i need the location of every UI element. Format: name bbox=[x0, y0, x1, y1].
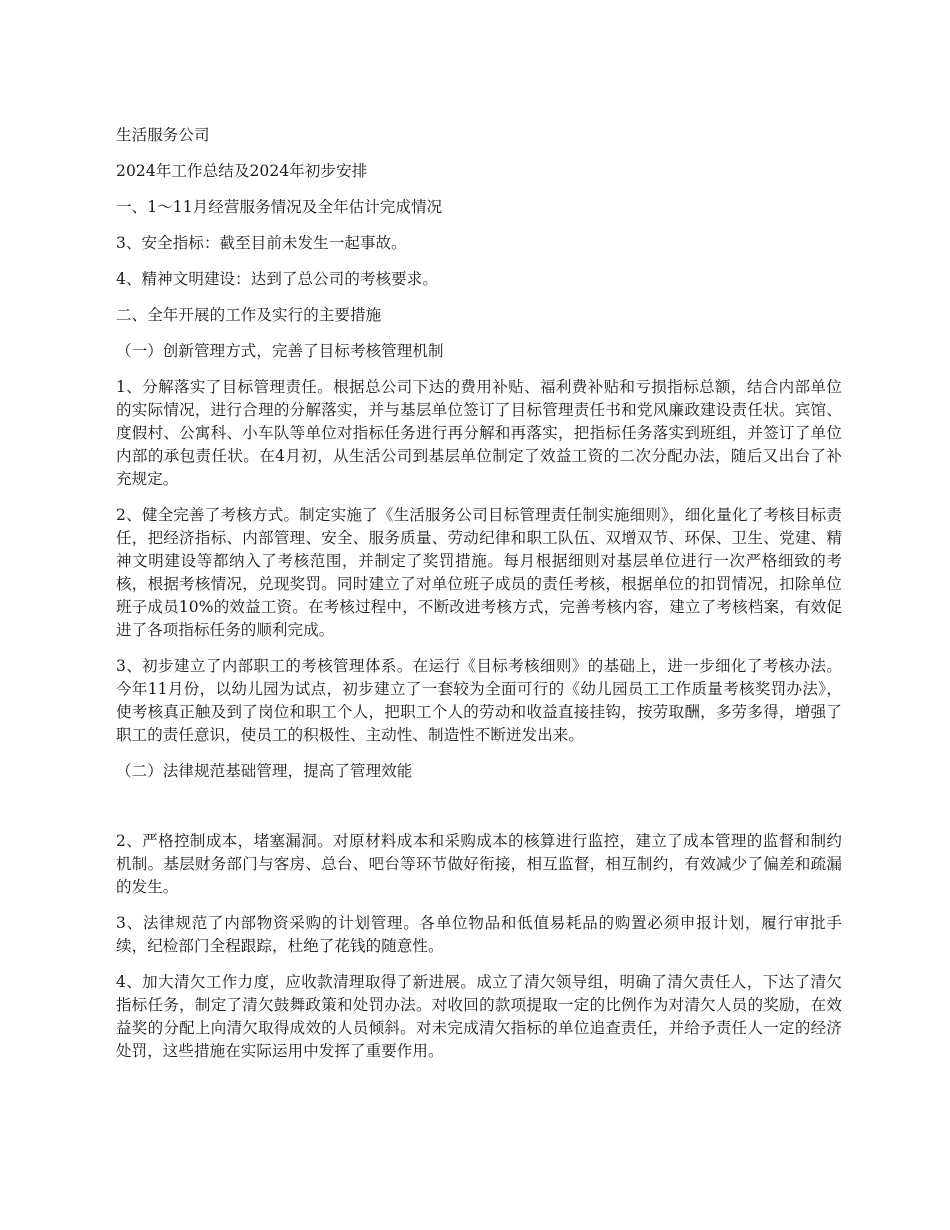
section-heading-1: 一、1～11月经营服务情况及全年估计完成情况 bbox=[116, 198, 443, 216]
paragraph-target-responsibility: 1、分解落实了目标管理责任。根据总公司下达的费用补贴、福利费补贴和亏损指标总额，结合内部单位的实际情况，进行合理的分解落实，并与基层单位签订了目标管理责任书和党风廉政建设责任状。宾馆、度假村、公寓科、小车队等单位对指标任务进行再分解和再落实，把指标任务落实到班组，并签订了单位内部的承包责任状。在4月初，从生活公司到基层单位制定了效益工资的二次分配办法，随后又出台了补充规定。 bbox=[116, 378, 842, 488]
paragraph-procurement: 3、法律规范了内部物资采购的计划管理。各单位物品和低值易耗品的购置必须申报计划，履行审批手续，纪检部门全程跟踪，杜绝了花钱的随意性。 bbox=[116, 914, 842, 955]
company-name: 生活服务公司 bbox=[116, 126, 210, 144]
safety-indicator: 3、安全指标：截至目前未发生一起事故。 bbox=[116, 234, 407, 252]
document-body bbox=[116, 124, 842, 1076]
subsection-heading-1: （一）创新管理方式，完善了目标考核管理机制 bbox=[116, 342, 444, 360]
paragraph-assessment-method: 2、健全完善了考核方式。制定实施了《生活服务公司目标管理责任制实施细则》，细化量化了考核目标责任，把经济指标、内部管理、安全、服务质量、劳动纪律和职工队伍、双增双节、环保、卫生、党建、精神文明建设等都纳入了考核范围，并制定了奖罚措施。每月根据细则对基层单位进行一次严格细致的考核，根据考核情况，兑现奖罚。同时建立了对单位班子成员的责任考核，根据单位的扣罚情况，扣除单位班子成员10%的效益工资。在考核过程中，不断改进考核方式，完善考核内容，建立了考核档案，有效促进了各项指标任务的顺利完成。 bbox=[116, 506, 842, 639]
paragraph-staff-assessment: 3、初步建立了内部职工的考核管理体系。在运行《目标考核细则》的基础上，进一步细化了考核办法。今年11月份，以幼儿园为试点，初步建立了一套较为全面可行的《幼儿园员工工作质量考核奖罚办法》，使考核真正触及到了岗位和职工个人，把职工个人的劳动和收益直接挂钩，按劳取酬，多劳多得，增强了职工的责任意识，使员工的积极性、主动性、制造性不断迸发出来。 bbox=[116, 657, 842, 744]
paragraph-debt-collection: 4、加大清欠工作力度，应收款清理取得了新进展。成立了清欠领导组，明确了清欠责任人，下达了清欠指标任务，制定了清欠鼓舞政策和处罚办法。对收回的款项提取一定的比例作为对清欠人员的奖励，在效益奖的分配上向清欠取得成效的人员倾斜。对未完成清欠指标的单位追查责任，并给予责任人一定的经济处罚，这些措施在实际运用中发挥了重要作用。 bbox=[116, 973, 842, 1060]
civilization-indicator: 4、精神文明建设：达到了总公司的考核要求。 bbox=[116, 270, 438, 288]
paragraph-cost-control: 2、严格控制成本，堵塞漏洞。对原材料成本和采购成本的核算进行监控，建立了成本管理的监督和制约机制。基层财务部门与客房、总台、吧台等环节做好衔接，相互监督，相互制约，有效减少了偏差和疏漏的发生。 bbox=[116, 832, 842, 896]
blank-gap bbox=[116, 796, 842, 830]
document-title: 2024年工作总结及2024年初步安排 bbox=[116, 162, 368, 180]
subsection-heading-2: （二）法律规范基础管理，提高了管理效能 bbox=[116, 762, 413, 780]
section-heading-2: 二、全年开展的工作及实行的主要措施 bbox=[116, 306, 382, 324]
